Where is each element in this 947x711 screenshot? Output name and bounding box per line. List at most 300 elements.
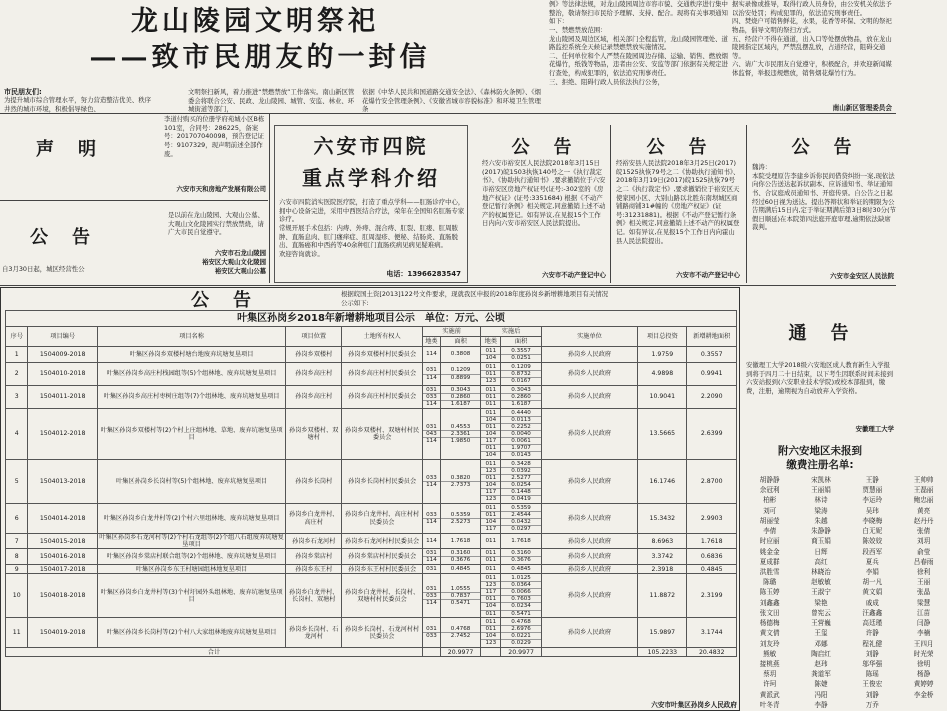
new-farmland-area: 0.6836 bbox=[687, 549, 737, 565]
cemetery-notice-title: 公 告 bbox=[30, 227, 93, 248]
project-name: 叶集区孙岗乡高庄村枣树庄组等(7)个组林地、废弃坑塘复垦项目 bbox=[97, 386, 285, 409]
cemetery-sign-2: 裕安区大观山文化陵园 bbox=[202, 258, 266, 266]
pre-type-value: 114 bbox=[426, 401, 437, 408]
pre-area-value: 0.4768 bbox=[441, 626, 480, 633]
new-farmland-area: 0.3557 bbox=[687, 347, 737, 363]
table-row bbox=[6, 574, 737, 618]
header-pre: 实施前 bbox=[422, 327, 480, 337]
court-notice-sign: 六安市金安区人民法院 bbox=[830, 272, 894, 280]
post-area-value: 0.5471 bbox=[511, 610, 531, 617]
letter-col5: 据实录像或推导，取得行政人员身份，由公安机关依法予以治安处罚；构成犯罪的，依法追究刑事责任。 四、焚烧户可销售鲜花，水果，花香等环保、文明的祭祀物品，倡导文明的祭扫方式。 五、经营户不得在通道，出入口等处摆放物品，放在龙山陵园指定区域内，严禁乱摆乱放，占道经营，阻碍交通等。 六、请广大市民朋友自觉遵守，积极配合，并欢迎新闻媒体监督，举报违规燃放，销售烟花爆竹行为。 bbox=[732, 0, 892, 78]
statement-sign: 六安市天和房地产发展有限公司 bbox=[176, 185, 266, 193]
row-number: 8 bbox=[6, 549, 28, 565]
post-type-value: 117 bbox=[481, 589, 500, 596]
post-area-value: 0.7603 bbox=[501, 596, 540, 603]
header-new-area: 新增耕地面积 bbox=[687, 327, 737, 347]
post-type-cell bbox=[481, 409, 501, 460]
student-name: 汪鑫鑫 bbox=[862, 608, 883, 617]
table-row bbox=[6, 549, 737, 565]
project-name: 叶集区孙岗乡双楼村塘台地废弃坑塘复垦项目 bbox=[97, 347, 285, 363]
pre-type-value: 031 bbox=[426, 566, 437, 573]
implementing-unit: 孙岗乡人民政府 bbox=[541, 618, 637, 648]
letter-title-line2: ——致市民朋友的一封信 bbox=[89, 42, 431, 73]
post-type-cell bbox=[481, 460, 501, 504]
cemetery-notice-text: 是以前在龙山陵园、大观山公墓、大观山文化陵园实行禁放禁烧，请广大市民自觉遵守。 bbox=[168, 211, 264, 237]
total-investment: 4.9898 bbox=[638, 363, 687, 386]
pre-area-value: 0.7837 bbox=[441, 593, 480, 600]
post-area-value: 0.8732 bbox=[501, 371, 540, 378]
pre-type-cell bbox=[422, 460, 440, 504]
subheader-pre-type: 地类 bbox=[422, 337, 440, 347]
student-name: 林诗 bbox=[814, 496, 828, 505]
student-name: 王磊丽 bbox=[913, 486, 934, 495]
letter-title-line1: 龙山陵园文明祭祀 bbox=[131, 6, 379, 37]
cemetery-sign-1: 六安市石龙山陵园 bbox=[214, 249, 266, 257]
project-code: 1504014-2018 bbox=[28, 504, 98, 534]
pre-type-value: 033 bbox=[426, 633, 437, 640]
student-name: 王俊宏 bbox=[862, 680, 883, 689]
total-investment: 2.3918 bbox=[638, 565, 687, 574]
project-name: 叶集区孙岗乡长岗村等(2)个村八大家组林地废弃坑塘复垦项目 bbox=[97, 618, 285, 648]
land-owner: 孙岗乡白龙井村、长岗村、双塘村村民委员会 bbox=[342, 574, 423, 618]
land-notice bbox=[0, 287, 740, 711]
total-investment: 1.9759 bbox=[638, 347, 687, 363]
student-name: 商玉娟 bbox=[811, 537, 831, 546]
post-area-value: 0.0143 bbox=[511, 452, 531, 459]
post-area-value: 0.4768 bbox=[501, 619, 540, 626]
pre-type-value: 031 bbox=[423, 387, 440, 394]
pre-area-value: 1.6187 bbox=[450, 401, 471, 408]
new-farmland-area: 0.9941 bbox=[687, 363, 737, 386]
student-name: 高红 bbox=[814, 557, 828, 566]
post-area-value: 0.0297 bbox=[511, 526, 531, 533]
row-number: 11 bbox=[6, 618, 28, 648]
pre-type-value: 114 bbox=[426, 557, 437, 564]
student-name: 王四月 bbox=[913, 639, 934, 648]
post-type-value: 104 bbox=[481, 603, 500, 610]
post-area-cell bbox=[501, 363, 541, 386]
student-name: 熊敏 bbox=[763, 649, 777, 658]
project-name: 叶集区孙岗乡东王村塘园组林地复垦项目 bbox=[97, 565, 285, 574]
student-name: 洪胜雪 bbox=[759, 567, 780, 576]
hospital-title-1: 六安市四院 bbox=[313, 134, 429, 158]
row-number: 4 bbox=[6, 409, 28, 460]
student-name: 李娟 bbox=[865, 567, 879, 576]
project-code: 1504019-2018 bbox=[28, 618, 98, 648]
property-notice-1-sign: 六安市不动产登记中心 bbox=[542, 271, 606, 279]
total-investment: 8.6963 bbox=[638, 534, 687, 549]
student-name: 陈璐 bbox=[763, 578, 777, 587]
student-name: 蔡玥 bbox=[763, 670, 777, 679]
project-location: 孙岗乡棠店村 bbox=[286, 549, 342, 565]
student-name: 梁艳 bbox=[814, 598, 828, 607]
post-type-value: 011 bbox=[485, 557, 497, 564]
student-name: 王丽娟 bbox=[811, 486, 831, 495]
total-investment: 15.3432 bbox=[638, 504, 687, 534]
land-owner: 孙岗乡双楼村村民委员会 bbox=[342, 347, 423, 363]
post-area-value: 0.0251 bbox=[511, 355, 531, 361]
property-notice-1-title: 公 告 bbox=[511, 137, 575, 158]
post-area-cell bbox=[501, 534, 541, 549]
student-name: 赵玮 bbox=[814, 659, 828, 668]
student-name: 王营巍 bbox=[811, 619, 831, 628]
student-name: 刘可 bbox=[763, 506, 777, 515]
student-name: 黄婷婷 bbox=[913, 680, 934, 689]
pre-type-value: 031 bbox=[423, 586, 440, 593]
student-name: 梁涛 bbox=[814, 506, 828, 515]
table-row bbox=[6, 504, 737, 534]
letter-signature: 南山新区管理委员会 bbox=[832, 104, 892, 112]
post-type-cell bbox=[481, 549, 501, 565]
pre-type-cell bbox=[422, 409, 440, 460]
project-name: 叶集区孙岗乡白龙井村等(2)个村六里组林地、废弃坑塘复垦项目 bbox=[97, 504, 285, 534]
student-name: 刘鑫鑫 bbox=[759, 598, 780, 607]
subheader-pre-area: 面积 bbox=[440, 337, 480, 347]
post-type-cell bbox=[481, 386, 501, 409]
post-area-cell bbox=[501, 618, 541, 648]
post-area-value: 0.1448 bbox=[501, 489, 540, 496]
student-name: 杨德梅 bbox=[759, 619, 780, 628]
student-name: 李楠 bbox=[917, 629, 931, 638]
new-farmland-area: 2.6399 bbox=[687, 409, 737, 460]
student-name: 徐利 bbox=[917, 567, 931, 576]
post-type-value: 117 bbox=[481, 489, 500, 496]
row-number: 2 bbox=[6, 363, 28, 386]
post-area-value: 0.0392 bbox=[501, 468, 540, 475]
student-name: 时应丽 bbox=[759, 537, 780, 546]
post-type-value: 104 bbox=[481, 482, 500, 489]
new-farmland-area: 3.1744 bbox=[687, 618, 737, 648]
total-investment: 16.1746 bbox=[638, 460, 687, 504]
property-notice-2 bbox=[614, 125, 742, 283]
implementing-unit: 孙岗乡人民政府 bbox=[541, 574, 637, 618]
pre-area-value: 0.1209 bbox=[441, 367, 480, 374]
post-area-value: 0.0066 bbox=[501, 589, 540, 596]
total-pre-area: 20.9977 bbox=[440, 648, 480, 657]
student-name: 陈玉婷 bbox=[759, 588, 780, 597]
post-area-cell bbox=[501, 565, 541, 574]
pre-area-cell bbox=[440, 460, 480, 504]
header-location: 项目位置 bbox=[286, 327, 342, 347]
student-name: 朱静静 bbox=[811, 527, 831, 536]
student-name: 张文田 bbox=[759, 608, 780, 617]
student-name: 余冠利 bbox=[759, 486, 780, 495]
student-name: 贾慧丽 bbox=[862, 486, 883, 495]
letter-col1: 为提升城市综合管理水平，努力营造整洁优美、秩序井然的城市环境，积极倡导绿色、 bbox=[4, 96, 151, 113]
post-type-value: 011 bbox=[485, 566, 497, 573]
post-type-cell bbox=[481, 574, 501, 618]
land-owner: 孙岗乡长岗村村民委员会 bbox=[342, 460, 423, 504]
project-code: 1504016-2018 bbox=[28, 549, 98, 565]
student-name: 陈姣姣 bbox=[862, 537, 883, 546]
student-name: 夏成群 bbox=[759, 557, 780, 566]
post-area-value: 0.3160 bbox=[501, 550, 540, 557]
post-area-value: 1.6187 bbox=[511, 401, 531, 408]
project-location: 孙岗乡白龙井村、高庄村 bbox=[286, 504, 342, 534]
post-area-value: 2.5277 bbox=[501, 475, 540, 482]
project-name: 叶集区孙岗乡石龙河村等(2)个村石龙组等(2)个组八石组废弃坑塘复垦项目 bbox=[99, 534, 284, 549]
project-name: 叶集区孙岗乡棠店村联合组等(2)个组林地、废弃坑塘复垦项目 bbox=[97, 549, 285, 565]
post-type-value: 104 bbox=[481, 633, 500, 640]
row-number: 7 bbox=[6, 534, 28, 549]
post-area-value: 0.3043 bbox=[501, 387, 540, 394]
pre-area-value: 2.7452 bbox=[450, 633, 471, 640]
post-area-value: 1.9707 bbox=[501, 445, 540, 452]
post-area-value: 0.3428 bbox=[501, 461, 540, 468]
student-name: 叶冬青 bbox=[759, 700, 780, 709]
pre-type-value: 114 bbox=[426, 599, 437, 606]
student-name: 夏兵 bbox=[865, 557, 879, 566]
student-name: 万乔 bbox=[865, 700, 879, 709]
pre-area-value: 0.2860 bbox=[441, 394, 480, 401]
table-row bbox=[6, 347, 737, 363]
total-new-area: 20.4832 bbox=[687, 648, 737, 657]
new-farmland-area: 2.8700 bbox=[687, 460, 737, 504]
project-code: 1504017-2018 bbox=[28, 565, 98, 574]
table-row bbox=[6, 565, 737, 574]
post-area-cell bbox=[501, 460, 541, 504]
student-name: 胡静静 bbox=[759, 476, 780, 484]
table-row bbox=[6, 386, 737, 409]
pre-area-value: 0.8899 bbox=[450, 374, 471, 381]
student-name: 邬华强 bbox=[862, 659, 883, 668]
university-notice-text: 安徽理工大学2018级六安地区成人教育新生入学报到将于四月二十日结束，以下考生因联系时间未接到六安站报到(六安职业技术学院)或校本部报到，缴费，注册，逾期视为自动放弃入学资格。 bbox=[746, 361, 893, 395]
hospital-ad bbox=[274, 125, 468, 283]
student-name: 龚道军 bbox=[811, 670, 831, 679]
row-number: 5 bbox=[6, 460, 28, 504]
pre-type-cell bbox=[422, 363, 440, 386]
implementing-unit: 孙岗乡人民政府 bbox=[541, 409, 637, 460]
post-area-value: 0.0254 bbox=[501, 482, 540, 489]
post-area-value: 2.6976 bbox=[501, 626, 540, 633]
table-row bbox=[6, 409, 737, 460]
pre-area-cell bbox=[440, 574, 480, 618]
student-name: 黄亮 bbox=[917, 506, 931, 515]
post-type-value: 123 bbox=[485, 640, 497, 647]
project-code: 1504010-2018 bbox=[28, 363, 98, 386]
implementing-unit: 孙岗乡人民政府 bbox=[541, 565, 637, 574]
post-area-cell bbox=[501, 574, 541, 618]
names-list bbox=[746, 475, 934, 711]
student-name: 邓娜 bbox=[814, 639, 828, 648]
post-area-value: 0.3557 bbox=[501, 348, 540, 355]
post-area-value: 2.4544 bbox=[501, 512, 540, 519]
project-name: 叶集区孙岗乡高庄村栈园组等(5)个组林地、废弃坑塘复垦项目 bbox=[97, 363, 285, 386]
student-name: 刘友玲 bbox=[759, 639, 780, 648]
post-type-value: 123 bbox=[481, 468, 500, 475]
pre-type-cell bbox=[422, 504, 440, 534]
pre-type-cell bbox=[422, 534, 440, 549]
student-name: 赵敏敏 bbox=[811, 578, 831, 587]
total-investment: 105.2233 bbox=[638, 648, 687, 657]
project-name: 叶集区孙岗乡双楼村等(2)个村上庄组林地、草地、废弃坑塘复垦项目 bbox=[97, 409, 285, 460]
post-type-value: 011 bbox=[485, 610, 497, 617]
student-name: 柏彬 bbox=[763, 496, 777, 505]
new-farmland-area: 1.7618 bbox=[687, 534, 737, 549]
pre-type-cell bbox=[422, 347, 440, 363]
project-code: 1504015-2018 bbox=[28, 534, 98, 549]
post-type-value: 011 bbox=[481, 371, 500, 378]
implementing-unit: 孙岗乡人民政府 bbox=[541, 386, 637, 409]
land-owner: 孙岗乡棠店村村民委员会 bbox=[342, 549, 423, 565]
student-name: 胡一凡 bbox=[862, 578, 883, 587]
property-notice-2-text: 经裕安县人民法院2018年3月25日(2017)皖1525执恢79号之二《协助执行通知书》、2018年3月19日(2017)皖1525执恢79号之二《执行裁定书》,要求撤销位于裕安区天使家园小区、大别山路以北胜东南坝城区商铺路商铺31#幢的《房地产权证》(证号:31231881)。根据《不动产登记暂行条例》相关规定,同意撤销上述不动产的权属登记。如有异议,在见报15个工作日内向霍山县人民法院提出。 bbox=[616, 159, 740, 245]
project-location: 孙岗乡石龙河村 bbox=[286, 534, 342, 549]
pre-type-cell bbox=[422, 386, 440, 409]
row-number: 9 bbox=[6, 565, 28, 574]
student-name: 吴玮 bbox=[865, 506, 879, 515]
university-notice bbox=[744, 287, 934, 711]
row-number: 6 bbox=[6, 504, 28, 534]
university-notice-title: 通 告 bbox=[788, 323, 852, 344]
pre-type-value: 114 bbox=[426, 374, 437, 381]
post-area-value: 0.0419 bbox=[511, 496, 531, 503]
pre-area-value: 0.4553 bbox=[441, 424, 480, 431]
student-name: 林晓治 bbox=[811, 567, 831, 576]
pre-area-value: 2.3361 bbox=[441, 431, 480, 438]
post-type-value: 117 bbox=[481, 438, 500, 445]
pre-type-cell bbox=[422, 565, 440, 574]
names-title-2: 缴费注册名单: bbox=[786, 459, 854, 471]
pre-type-value: 031 bbox=[423, 424, 440, 431]
pre-area-value: 0.3160 bbox=[441, 550, 480, 557]
student-name: 徐明 bbox=[917, 659, 931, 668]
post-type-value: 104 bbox=[481, 519, 500, 526]
header-code: 项目编号 bbox=[28, 327, 98, 347]
student-name: 鲍忠丽 bbox=[913, 496, 934, 505]
student-name: 陶启红 bbox=[811, 649, 831, 658]
land-notice-subtitle: 根据皖国土资[2013]122号文件要求，现就我区申报的2018年度孙岗乡新增耕地项目有关情况公示如下: bbox=[341, 290, 608, 307]
pre-type-value: 043 bbox=[423, 431, 440, 438]
post-area-value: 0.1209 bbox=[501, 364, 540, 371]
pre-area-value: 0.3676 bbox=[450, 557, 471, 564]
property-notice-1 bbox=[478, 125, 608, 283]
header-owner: 土地所有权人 bbox=[342, 327, 423, 347]
pre-type-value: 114 bbox=[426, 519, 437, 525]
pre-area-cell bbox=[440, 504, 480, 534]
pre-type-cell bbox=[422, 574, 440, 618]
pre-area-cell bbox=[440, 565, 480, 574]
post-type-cell bbox=[481, 363, 501, 386]
project-location: 孙岗乡白龙井村、长岗村、双塘村 bbox=[286, 574, 342, 618]
student-name: 王静 bbox=[865, 476, 879, 484]
subheader-post-area: 面积 bbox=[501, 337, 541, 347]
header-unit: 实施单位 bbox=[541, 327, 637, 347]
student-name: 刘玥 bbox=[917, 537, 931, 546]
pre-area-value: 2.5273 bbox=[450, 519, 471, 525]
post-area-value: 0.2860 bbox=[501, 394, 540, 401]
pre-type-value: 114 bbox=[426, 351, 437, 358]
land-owner: 孙岗乡双楼村、双塘村村民委员会 bbox=[342, 409, 423, 460]
table-row bbox=[6, 460, 737, 504]
post-area-value: 0.0229 bbox=[511, 640, 531, 647]
student-name: 时光荣 bbox=[913, 649, 934, 658]
land-owner: 孙岗乡白龙井村、高庄村村民委员会 bbox=[342, 504, 423, 534]
project-location: 孙岗乡长岗村、石龙河村 bbox=[286, 618, 342, 648]
letter-col2: 文明祭扫新风，着力推进“禁燃禁放”工作落实。南山新区管委会将联合公安、民政、龙山陵园、城管、安监、林业、环城街道等部门， bbox=[188, 88, 355, 114]
header-name: 项目名称 bbox=[97, 327, 285, 347]
student-name: 张晶 bbox=[917, 588, 931, 597]
post-type-value: 011 bbox=[481, 596, 500, 603]
post-type-cell bbox=[481, 534, 501, 549]
student-name: 陈瑶 bbox=[865, 670, 879, 679]
student-name: 黄文娟 bbox=[862, 588, 883, 597]
new-farmland-area: 2.3199 bbox=[687, 574, 737, 618]
student-name: 高廷瑾 bbox=[862, 619, 883, 628]
student-name: 段西军 bbox=[862, 547, 883, 556]
pre-area-cell bbox=[440, 549, 480, 565]
student-name: 戚成 bbox=[865, 598, 879, 607]
project-code: 1504013-2018 bbox=[28, 460, 98, 504]
total-label: 合计 bbox=[6, 648, 423, 657]
total-investment: 10.9041 bbox=[638, 386, 687, 409]
post-type-cell bbox=[481, 504, 501, 534]
land-owner: 孙岗乡东王村村民委员会 bbox=[342, 565, 423, 574]
student-name: 朱越 bbox=[814, 516, 828, 525]
pre-area-value: 2.7373 bbox=[450, 482, 471, 488]
student-name: 张倩 bbox=[917, 527, 931, 536]
project-name: 叶集区孙岗乡白龙井村等(3)个村圩园外头组林地、废弃坑塘复垦项目 bbox=[97, 574, 285, 618]
post-type-value: 011 bbox=[481, 512, 500, 519]
post-area-value: 0.0061 bbox=[501, 438, 540, 445]
post-area-cell bbox=[501, 409, 541, 460]
cemetery-sign-3: 裕安区大观山公墓 bbox=[214, 267, 266, 275]
post-area-cell bbox=[501, 347, 541, 363]
post-type-cell bbox=[481, 347, 501, 363]
property-notice-2-title: 公 告 bbox=[646, 137, 710, 158]
table-row bbox=[6, 534, 737, 549]
project-location: 孙岗乡双楼村、双塘村 bbox=[286, 409, 342, 460]
student-name: 王玺 bbox=[814, 629, 828, 638]
pre-area-value: 0.3043 bbox=[441, 387, 480, 394]
project-code: 1504011-2018 bbox=[28, 386, 98, 409]
student-name: 日辉 bbox=[814, 547, 828, 556]
student-name: 李金桥 bbox=[913, 690, 934, 699]
student-name: 俞莹 bbox=[917, 547, 931, 556]
pre-type-cell bbox=[422, 618, 440, 648]
student-name: 刘静 bbox=[865, 649, 879, 658]
post-type-value: 104 bbox=[485, 355, 497, 361]
implementing-unit: 孙岗乡人民政府 bbox=[541, 347, 637, 363]
total-investment: 3.3742 bbox=[638, 549, 687, 565]
student-name: 梁慧 bbox=[917, 598, 931, 607]
subheader-post-type: 地类 bbox=[481, 337, 501, 347]
pre-type-value: 033 bbox=[423, 475, 440, 482]
cemetery-notice bbox=[0, 203, 268, 283]
post-type-value: 011 bbox=[485, 401, 497, 408]
hospital-title-2: 重点学科介绍 bbox=[302, 166, 440, 190]
implementing-unit: 孙岗乡人民政府 bbox=[541, 534, 637, 549]
land-table-title: 叶集区孙岗乡2018年新增耕地项目公示 单位：万元、公顷 bbox=[6, 311, 737, 327]
student-name: 赵丹丹 bbox=[913, 516, 934, 525]
hospital-text: 六安市四院消实医院医疗院，打造了重点学科——肛肠诊疗中心，拥中心设备完进，采用中西医结合疗法，荣年在全国知名肛肠专家诊疗。 常规开展手术包括：内痔、外痔、混合痔、肛裂、肛瘘、肛周脓肿、直肠息肉、肛门瘙痒症、肛周湿疹、便秘、结肠炎、直肠脱出、直肠癌和中西药等40余种肛门直肠疾病见病见疑难病。 欢迎咨询就诊。 bbox=[279, 198, 465, 258]
post-type-cell bbox=[481, 565, 501, 574]
post-area-value: 0.0167 bbox=[511, 378, 531, 385]
total-row bbox=[6, 648, 737, 657]
property-notice-1-text: 经六安市裕安区人民法院2018年3月15日(2017)皖1503执恢140号之一《执行裁定书》、《协助执行通知书》,要求撤销位于六安市裕安区房地产权证号(证号:-302室的《房地产权证》(证号:3351684) 根据《不动产登记暂行条例》相关规定,同意撤销上述不动产的权属登记。如有异议,在见报15个工作日内向六安市裕安区人民法院提出。 bbox=[482, 159, 606, 228]
pre-type-cell bbox=[422, 549, 440, 565]
court-notice bbox=[750, 135, 896, 283]
student-name: 胡丽莹 bbox=[759, 516, 780, 525]
student-name: 黄派武 bbox=[759, 690, 780, 699]
court-notice-text: 魏涛： 本院受理原告李建乡诉你民间借贷纠纷一案,现依法向你公告送达起诉状副本、应诉通知书、举证通知书、合议庭成员通知书、开庭传票。自公告之日起经过60日视为送达。提出答辩状和举证的期限为公告期满后15日内,定于举证期满后第3日8时30分(节假日顺延)在本院第四法庭开庭审理,逾期依法缺席裁判。 bbox=[752, 163, 896, 232]
post-type-value: 011 bbox=[481, 364, 500, 371]
post-type-value: 011 bbox=[481, 550, 500, 557]
post-area-value: 0.5359 bbox=[501, 505, 540, 512]
total-investment: 11.8872 bbox=[638, 574, 687, 618]
statement-notice bbox=[0, 115, 268, 200]
post-type-value: 011 bbox=[481, 424, 500, 431]
